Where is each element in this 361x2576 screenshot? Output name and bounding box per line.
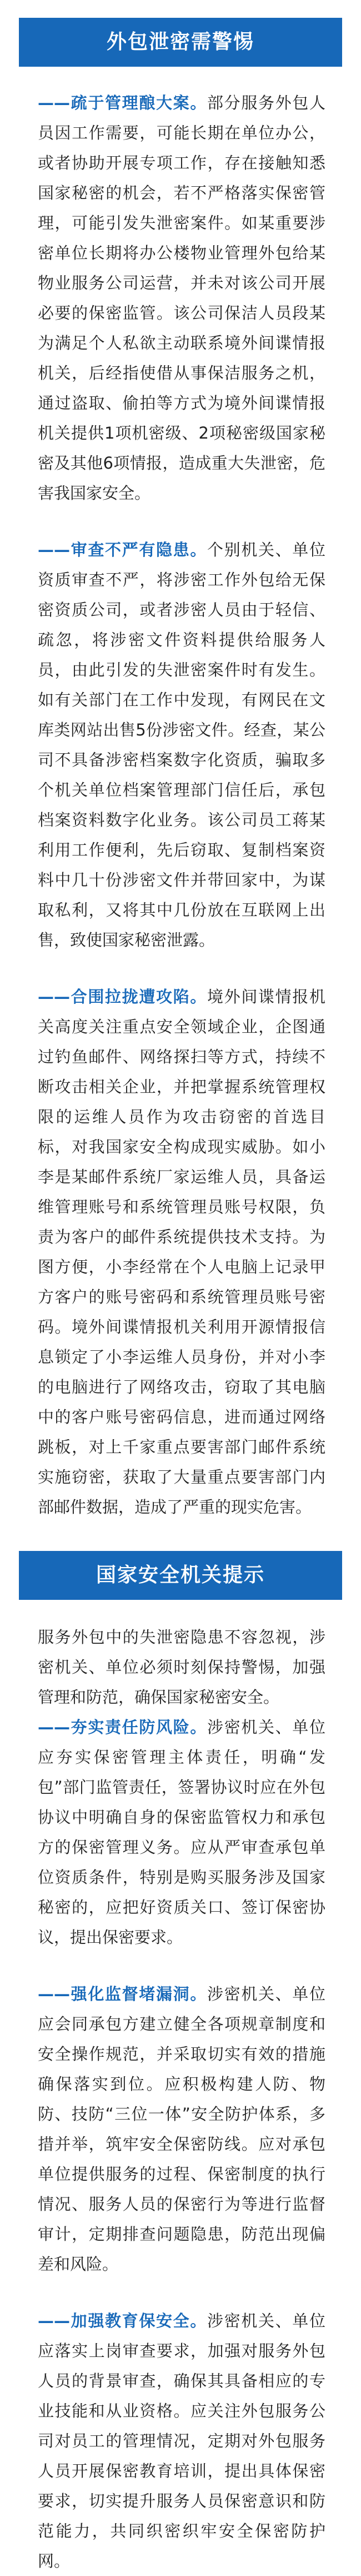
section-title-outsourcing-leaks: 外包泄密需警惕 — [19, 18, 342, 67]
paragraph-lead: ——审查不严有隐患。 — [38, 540, 207, 559]
tips-intro: 服务外包中的失泄密隐患不容忽视，涉密机关、单位必须时刻保持警惕，加强管理和防范，确保国家秘密安全。 — [38, 1628, 325, 1707]
paragraph-body: 个别机关、单位资质审查不严，将涉密工作外包给无保密资质公司，或者涉密人员由于轻信、疏忽，将涉密文件资料提供给服务人员，由此引发的失泄密案件时有发生。如有关部门在工作中发现，有网民在文库类网站出售5份涉密文件。经查，某公司不具备涉密档案数字化资质，骗取多个机关单位档案管理部门信任后，承包档案资料数字化业务。该公司员工蒋某利用工作便利，先后窃取、复制档案资料中几十份涉密文件并带回家中，为谋取私利，又将其中几份放在互联网上出售，致使国家秘密泄露。 — [38, 540, 325, 949]
paragraph-lax-management — [19, 88, 342, 508]
paragraph-body: 境外间谍情报机关高度关注重点安全领域企业，企图通过钓鱼邮件、网络探扫等方式，持续不断攻击相关企业，并把掌握系统管理权限的运维人员作为攻击窃密的首选目标，对我国家安全构成现实威胁。如小李是某邮件系统厂家运维人员，具备运维管理账号和系统管理员账号权限，负责为客户的邮件系统提供技术支持。为图方便，小李经常在个人电脑上记录甲方客户的账号密码和系统管理员账号密码。境外间谍情报机关利用开源情报信息锁定了小李运维人员身份，并对小李的电脑进行了网络攻击，窃取了其电脑中的客户账号密码信息，进而通过网络跳板，对上千家重点要害部门邮件系统实施窃密，获取了大量重点要害部门内部邮件数据，造成了严重的现实危害。 — [38, 987, 325, 1516]
paragraph-lead: ——合围拉拢遭攻陷。 — [38, 987, 207, 1006]
paragraph-targeted-attack — [19, 982, 342, 1522]
paragraph-lead: ——疏于管理酿大案。 — [38, 93, 207, 112]
paragraph-lead: ——夯实责任防风险。 — [38, 1718, 207, 1737]
paragraph-responsibility — [19, 1712, 342, 1952]
paragraph-body: 涉密机关、单位应落实上岗审查要求，加强对服务外包人员的背景审查，确保其具备相应的专业技能和从业资格。应关注外包服务公司对员工的管理情况，定期对外包服务人员开展保密教育培训，提出具体保密要求，切实提升服务人员保密意识和防范能力，共同织密织牢安全保密防护网。 — [38, 2311, 325, 2570]
section-title-security-tips: 国家安全机关提示 — [19, 1551, 342, 1600]
paragraph-education — [19, 2306, 342, 2576]
paragraph-supervision — [19, 1979, 342, 2279]
paragraph-lead: ——强化监督堵漏洞。 — [38, 1985, 207, 2003]
paragraph-body: 涉密机关、单位应会同承包方建立健全各项规章制度和安全操作规范，并采取切实有效的措施确保落实到位。应积极构建人防、物防、技防“三位一体”安全防护体系，多措并举，筑牢安全保密防线。应对承包单位提供服务的过程、保密制度的执行情况、服务人员的保密行为等进行监督审计，定期排查问题隐患，防范出现偏差和风险。 — [38, 1985, 325, 2274]
paragraph-lead: ——加强教育保安全。 — [38, 2311, 207, 2330]
paragraph-lax-review — [19, 535, 342, 955]
paragraph-body: 部分服务外包人员因工作需要，可能长期在单位办公，或者协助开展专项工作，存在接触知悉国家秘密的机会，若不严格落实保密管理，可能引发失泄密案件。如某重要涉密单位长期将办公楼物业管理外包给某物业服务公司运营，并未对该公司开展必要的保密监管。该公司保洁人员段某为满足个人私欲主动联系境外间谍情报机关，后经指使借从事保洁服务之机，通过盗取、偷拍等方式为境外间谍情报机关提供1项机密级、2项秘密级国家秘密及其他6项情报，造成重大失泄密，危害我国家安全。 — [38, 93, 325, 503]
paragraph-body: 涉密机关、单位应夯实保密管理主体责任，明确“发包”部门监管责任，签署协议时应在外包协议中明确自身的保密监管权力和承包方的保密管理义务。应从严审查承包单位资质条件，特别是购买服务涉及国家秘密的，应把好资质关口、签订保密协议，提出保密要求。 — [38, 1718, 325, 1947]
